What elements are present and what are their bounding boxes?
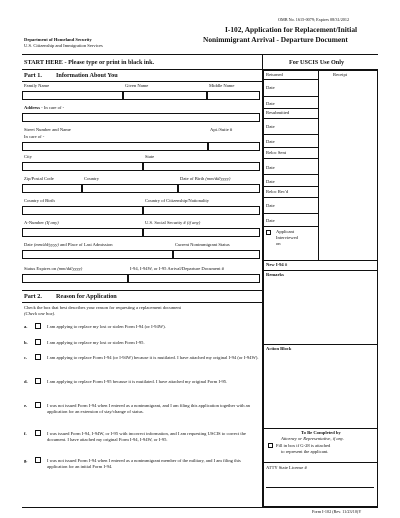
reloc-recd-label: Reloc Rec'd: [266, 189, 289, 194]
in-care-of-label: - In care of -: [40, 105, 65, 110]
country-of-birth-label: Country of Birth: [24, 198, 55, 203]
resubmitted-date-label-2: Date: [266, 139, 275, 144]
option-b-text: I am applying to replace my lost or stolen Form I-95.: [47, 340, 145, 345]
to-be-completed-label: To Be Completed by: [301, 430, 341, 435]
option-g-checkbox[interactable]: [35, 457, 41, 463]
part1-title: Information About You: [56, 72, 118, 79]
option-e-text: I was not issued Form I-94 when I entered as a nonimmigrant, and I am filing this application together with an application for an extension of stay/change of status.: [47, 403, 250, 415]
given-name-label: Given Name: [125, 83, 149, 88]
option-f-letter: f.: [24, 431, 27, 436]
reloc-sent-label: Reloc Sent: [266, 150, 287, 155]
applicant-label: Applicant: [276, 229, 295, 234]
family-name-label: Family Name: [24, 83, 50, 88]
option-g-letter: g.: [24, 458, 28, 463]
option-f-checkbox[interactable]: [35, 430, 41, 436]
returned-label: Returned: [266, 72, 283, 77]
g28-represent-label: to represent the applicant.: [281, 449, 329, 454]
uscis-line: [263, 96, 318, 97]
country-of-citizenship-label: Country of Citizenship/Nationality: [145, 198, 210, 203]
dob-label: Date of Birth: [180, 176, 205, 181]
ssn-ifany: (if any): [186, 220, 201, 225]
middle-name-field[interactable]: [207, 91, 260, 100]
option-f-text: I was issued Form I-94, I-94W, or I-95 with incorrect information, and I am requesting USCIS to correct the document. I have attached my original Form I-94, I-94W, or I-95.: [47, 431, 246, 443]
option-g-text: I was not issued Form I-94 when I entered as a nonimmigrant member of the military, and I am filing this application for an initial Form I-94.: [47, 458, 241, 470]
option-a-checkbox[interactable]: [35, 323, 41, 329]
new-i94-label: New I-94 #: [266, 262, 288, 267]
street-label: Street Number and Name: [24, 127, 71, 132]
option-b-checkbox[interactable]: [35, 339, 41, 345]
omb-number: OMB No. 1615-0079; Expires 08/31/2012: [278, 17, 350, 22]
uscis-line: [263, 186, 318, 187]
atty-license-line[interactable]: [266, 487, 374, 488]
arrival-departure-doc-label: I-94, I-94W, or I-95 Arrival/Departure Document #: [130, 266, 224, 271]
state-label: State: [145, 154, 155, 159]
given-name-field[interactable]: [123, 91, 207, 100]
date-place-label-rest: and Place of Last Admission: [59, 242, 113, 247]
uscis-line: [263, 158, 318, 159]
uscis-line: [263, 270, 378, 271]
state-field[interactable]: [143, 162, 260, 171]
in-care-of-field[interactable]: [22, 113, 260, 122]
country-of-birth-field[interactable]: [22, 206, 143, 215]
uscis-receipt-divider: [318, 70, 319, 260]
family-name-field[interactable]: [22, 91, 123, 100]
agency-name: Department of Homeland Security: [24, 37, 92, 42]
reloc-recd-date-label: Date: [266, 203, 275, 208]
arrival-departure-doc-field[interactable]: [128, 274, 260, 283]
address-label: Address: [24, 105, 40, 110]
a-number-field[interactable]: [22, 228, 143, 237]
uscis-line: [263, 147, 318, 148]
zip-field[interactable]: [22, 184, 82, 193]
middle-name-label: Middle Name: [209, 83, 235, 88]
returned-date-label: Date: [266, 85, 275, 90]
part2-intro: [24, 305, 260, 317]
header-rule: [22, 54, 378, 55]
status-expires-label: Status Expires on: [24, 266, 57, 271]
part2-intro-text: Check the box that best describes your reason for requesting a replacement document: [24, 305, 181, 310]
reloc-sent-date-label-2: Date: [266, 179, 275, 184]
g28-attached-checkbox[interactable]: [268, 443, 273, 448]
attorney-if-any: , if any.: [330, 436, 344, 441]
interviewed-on-label: on: [276, 241, 281, 246]
action-block-label: Action Block: [266, 346, 292, 351]
uscis-line: [263, 79, 318, 80]
part2-title: Reason for Application: [56, 293, 117, 300]
part2-number: Part 2.: [24, 293, 42, 300]
form-revision: Form I-102 (Rev. 11/23/10)Y: [312, 509, 362, 514]
uscis-use-only-title: For USCIS Use Only: [289, 59, 345, 66]
option-e-letter: e.: [24, 403, 28, 408]
option-b-letter: b.: [24, 340, 28, 345]
street-field[interactable]: [22, 142, 208, 151]
uscis-line: [263, 462, 378, 463]
city-label: City: [24, 154, 32, 159]
apt-label: Apt./Suite #: [210, 127, 233, 132]
ssn-label: U.S. Social Security #: [145, 220, 186, 225]
in-care-of-label-2: In care of -: [24, 134, 45, 139]
uscis-line: [263, 344, 378, 345]
uscis-line: [263, 108, 318, 109]
date-place-admission-field[interactable]: [22, 250, 173, 259]
g28-fill-label: Fill in box if G-28 is attached: [276, 443, 331, 448]
option-d-checkbox[interactable]: [35, 378, 41, 384]
form-title-line2: Nonimmigrant Arrival - Departure Document: [203, 35, 348, 44]
applicant-interviewed-checkbox[interactable]: [266, 230, 271, 235]
date-place-label: Date: [24, 242, 33, 247]
uscis-line: [263, 174, 318, 175]
returned-date-label-2: Date: [266, 101, 275, 106]
option-c-letter: c.: [24, 355, 28, 360]
a-number-label: A-Number: [24, 220, 44, 225]
a-number-ifany: (If any): [45, 220, 59, 225]
resubmitted-date-label: Date: [266, 124, 275, 129]
agency-subname: U.S. Citizenship and Immigration Services: [24, 43, 103, 48]
interviewed-label: Interviewed: [276, 235, 298, 240]
current-status-label: Current Nonimmigrant Status: [175, 242, 230, 247]
status-expires-field[interactable]: [22, 274, 128, 283]
attorney-top-rule: [263, 428, 378, 429]
apt-field[interactable]: [208, 142, 260, 151]
uscis-line: [263, 134, 318, 135]
uscis-line: [263, 213, 318, 214]
receipt-label: Receipt: [333, 72, 348, 77]
atty-license-label: ATTY State License #: [266, 465, 307, 470]
country-label: Country: [84, 176, 100, 181]
form-title-line1: I-102, Application for Replacement/Initial: [225, 25, 358, 34]
uscis-line: [263, 118, 318, 119]
part1-rule: [22, 81, 262, 82]
part2-intro-check-one: (Check one box).: [24, 311, 56, 317]
ssn-field[interactable]: [143, 228, 260, 237]
part1-number: Part 1.: [24, 72, 42, 79]
option-e-checkbox[interactable]: [35, 402, 41, 408]
country-of-citizenship-field[interactable]: [143, 206, 260, 215]
reloc-sent-date-label: Date: [266, 165, 275, 170]
attorney-rep-label: Attorney or Representative: [281, 436, 331, 441]
status-expires-format: (mm/dd/yyyy): [57, 266, 83, 271]
reloc-recd-date-label-2: Date: [266, 218, 275, 223]
option-c-text: I am applying to replace Form I-94 (or I-94W) because it is mutilated. I have attached my original I-94 (or I-94W).: [47, 355, 259, 360]
dob-format: (mm/dd/yyyy): [205, 176, 231, 181]
option-a-text: I am applying to replace my lost or stolen Form I-94 (or I-94W).: [47, 324, 166, 329]
city-field[interactable]: [22, 162, 143, 171]
uscis-line: [263, 197, 318, 198]
current-status-field[interactable]: [173, 250, 260, 259]
uscis-line: [263, 260, 378, 261]
uscis-line: [263, 226, 318, 227]
date-place-format: (mm/dd/yyyy): [33, 242, 59, 247]
start-here-instruction: START HERE - Please type or print in black ink.: [24, 59, 155, 66]
option-c-checkbox[interactable]: [35, 354, 41, 360]
option-d-text: I am applying to replace Form I-95 because it is mutilated. I have attached my original Form I-95.: [47, 379, 228, 384]
footer-rule: [22, 507, 378, 508]
zip-label: Zip/Postal Code: [24, 176, 54, 181]
country-field[interactable]: [82, 184, 178, 193]
option-a-letter: a.: [24, 324, 28, 329]
part2-top-rule: [22, 290, 262, 291]
part2-rule: [22, 302, 262, 303]
dob-field[interactable]: [178, 184, 260, 193]
option-d-letter: d.: [24, 379, 28, 384]
resubmitted-label: Resubmitted: [266, 110, 290, 115]
remarks-label: Remarks: [266, 272, 284, 277]
